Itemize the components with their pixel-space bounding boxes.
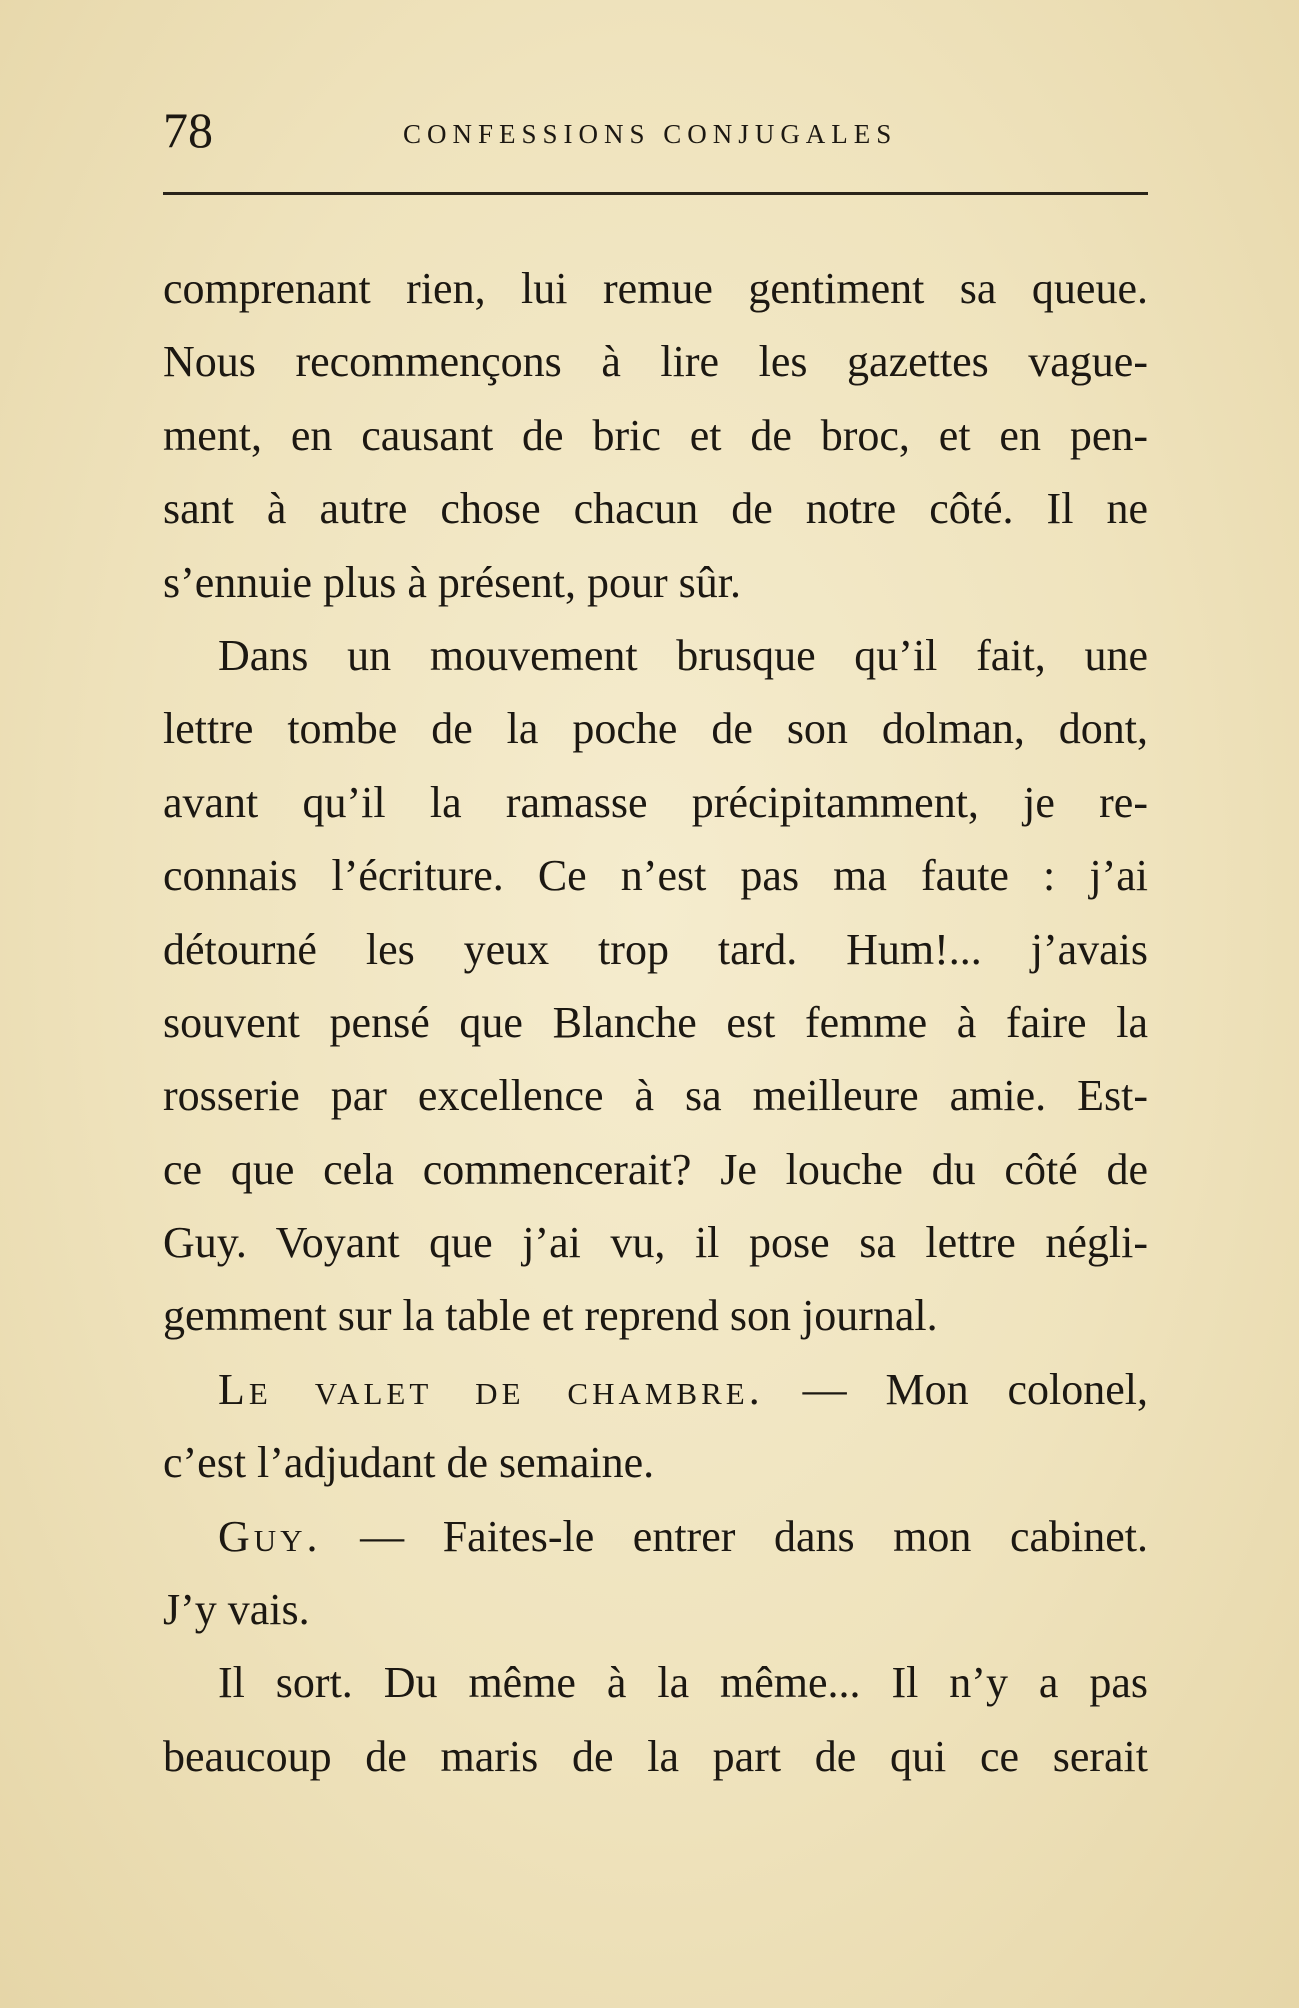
body-text — [163, 252, 1148, 1793]
text-line: sant à autre chose chacun de notre côté. Il ne — [163, 484, 1148, 534]
text-line: ce que cela commencerait? Je louche du côté de — [163, 1144, 1148, 1194]
page-number: 78 — [163, 102, 213, 158]
text-line: s’ennuie plus à présent, pour sûr. — [163, 557, 741, 607]
text-line: rosserie par excellence à sa meilleure amie. Est- — [163, 1071, 1148, 1121]
running-head — [163, 100, 1148, 160]
text-line: Guy. Voyant que j’ai vu, il pose sa lettre négli- — [163, 1218, 1148, 1268]
dialogue-text: — Faites-le entrer dans mon cabinet. — [360, 1511, 1149, 1561]
text-line: comprenant rien, lui remue gentiment sa queue. — [163, 264, 1148, 313]
text-line: lettre tombe de la poche de son dolman, dont, — [163, 704, 1148, 754]
text-line: gemment sur la table et reprend son journal. — [163, 1291, 938, 1341]
text-line: Dans un mouvement brusque qu’il fait, une — [218, 630, 1148, 680]
dialogue-text: — Mon colonel, — [802, 1364, 1149, 1414]
text-line: beaucoup de maris de la part de qui ce serait — [163, 1731, 1148, 1781]
text-line: Nous recommençons à lire les gazettes vague- — [163, 337, 1148, 387]
text-line: ment, en causant de bric et de broc, et en pen- — [163, 410, 1148, 460]
header-rule — [163, 192, 1148, 195]
text-line: connais l’écriture. Ce n’est pas ma faute : j’ai — [163, 851, 1148, 901]
speaker-name: Le valet de chambre. — [218, 1364, 764, 1414]
dialogue-line — [163, 1500, 1148, 1573]
text-line: c’est l’adjudant de semaine. — [163, 1438, 655, 1488]
text-line: avant qu’il la ramasse précipitamment, je re- — [163, 777, 1148, 827]
text-line: Il sort. Du même à la même... Il n’y a pas — [218, 1658, 1148, 1708]
speaker-name: Guy. — [218, 1511, 322, 1561]
text-line: souvent pensé que Blanche est femme à faire la — [163, 997, 1148, 1047]
running-title: CONFESSIONS CONJUGALES — [403, 119, 898, 149]
text-line: détourné les yeux trop tard. Hum!... j’avais — [163, 924, 1148, 974]
dialogue-line — [163, 1353, 1148, 1426]
text-line: J’y vais. — [163, 1585, 310, 1635]
